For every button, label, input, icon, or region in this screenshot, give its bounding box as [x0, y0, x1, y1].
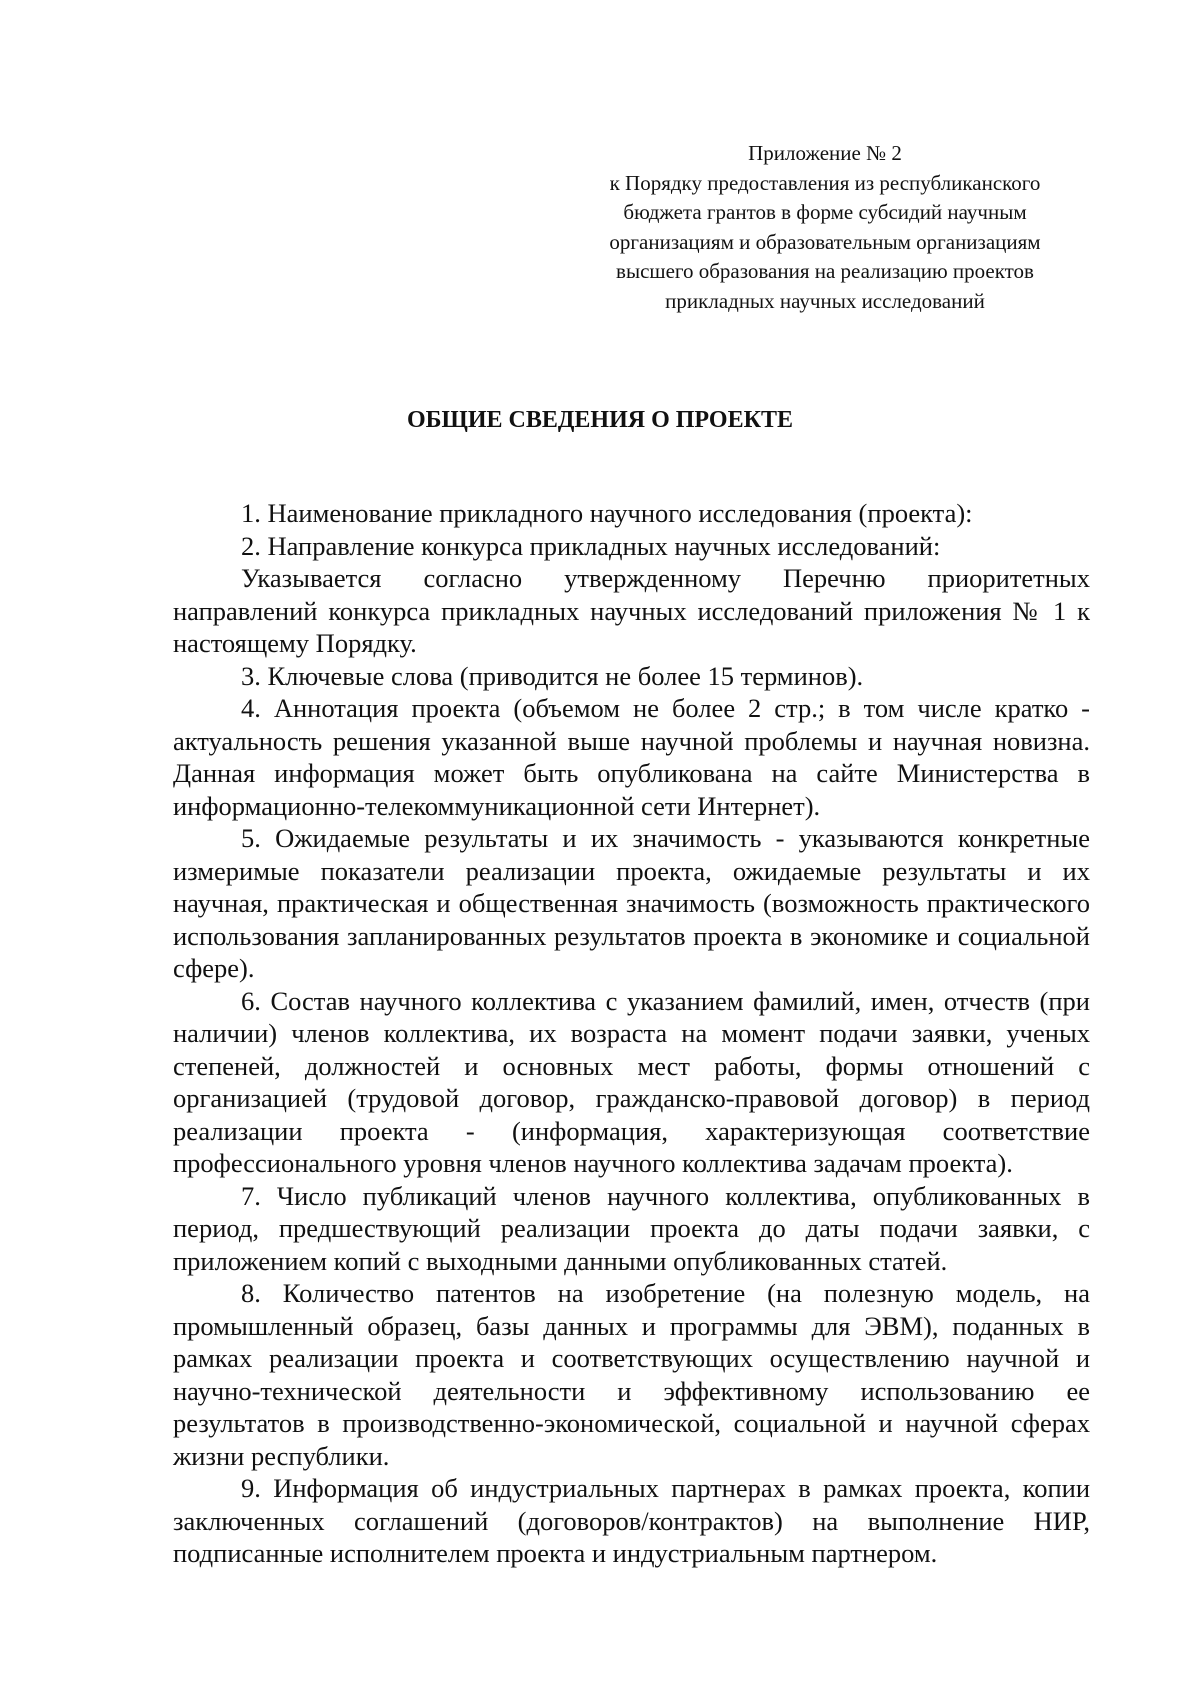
paragraph: 8. Количество патентов на изобретение (на полезную модель, на промышленный образец, базы данных и программы для ЭВМ), поданных в рамках реализации проекта и соответствующих осуществлению научной и научно-технической деятельности и эффективному использованию ее результатов в производственно-экономической, социальной и научной сферах жизни республики. [173, 1278, 1090, 1471]
annex-line: организациям и образовательным организациям [609, 229, 1041, 254]
annex-line: бюджета грантов в форме субсидий научным [623, 200, 1027, 224]
paragraph: 6. Состав научного коллектива с указанием фамилий, имен, отчеств (при наличии) членов коллектива, их возраста на момент подачи заявки, ученых степеней, должностей и основных мест работы, формы отношений с организацией (трудовой договор, гражданско-правовой договор) в период реализации проекта - (информация, характеризующая соответствие профессионального уровня членов научного коллектива задачам проекта). [173, 985, 1090, 1178]
paragraph: 3. Ключевые слова (приводится не более 15 терминов). [241, 660, 864, 691]
annex-line: к Порядку предоставления из республиканского [609, 170, 1041, 195]
document-body [173, 497, 1090, 1570]
annex-line: прикладных научных исследований [665, 288, 985, 313]
paragraph: 9. Информация об индустриальных партнерах в рамках проекта, копии заключенных соглашений (договоров/контрактов) на выполнение НИР, подписанные исполнителем проекта и индустриальным партнером. [173, 1473, 1090, 1568]
paragraph: 2. Направление конкурса прикладных научных исследований: [241, 530, 941, 561]
document-title: ОБЩИЕ СВЕДЕНИЯ О ПРОЕКТЕ [406, 407, 794, 433]
paragraph: 7. Число публикаций членов научного коллектива, опубликованных в период, предшествующий реализации проекта до даты подачи заявки, с приложением копий с выходными данными опубликованных статей. [173, 1180, 1090, 1276]
paragraph: 1. Наименование прикладного научного исследования (проекта): [241, 498, 973, 528]
annex-line: Приложение № 2 [748, 141, 902, 165]
paragraph: Указывается согласно утвержденному Перечню приоритетных направлений конкурса прикладных научных исследований приложения № 1 к настоящему Порядку. [173, 563, 1090, 658]
annex-header [560, 139, 1090, 316]
annex-line: высшего образования на реализацию проектов [616, 259, 1034, 283]
paragraph: 5. Ожидаемые результаты и их значимость - указываются конкретные измеримые показатели реализации проекта, ожидаемые результаты и их научная, практическая и общественная значимость (возможность практического использования запланированных результатов проекта в экономике и социальной сфере). [173, 823, 1090, 983]
paragraph: 4. Аннотация проекта (объемом не более 2 стр.; в том числе кратко - актуальность решения указанной выше научной проблемы и научная новизна. Данная информация может быть опубликована на сайте Министерства в информационно-телекоммуникационной сети Интернет). [173, 693, 1090, 821]
